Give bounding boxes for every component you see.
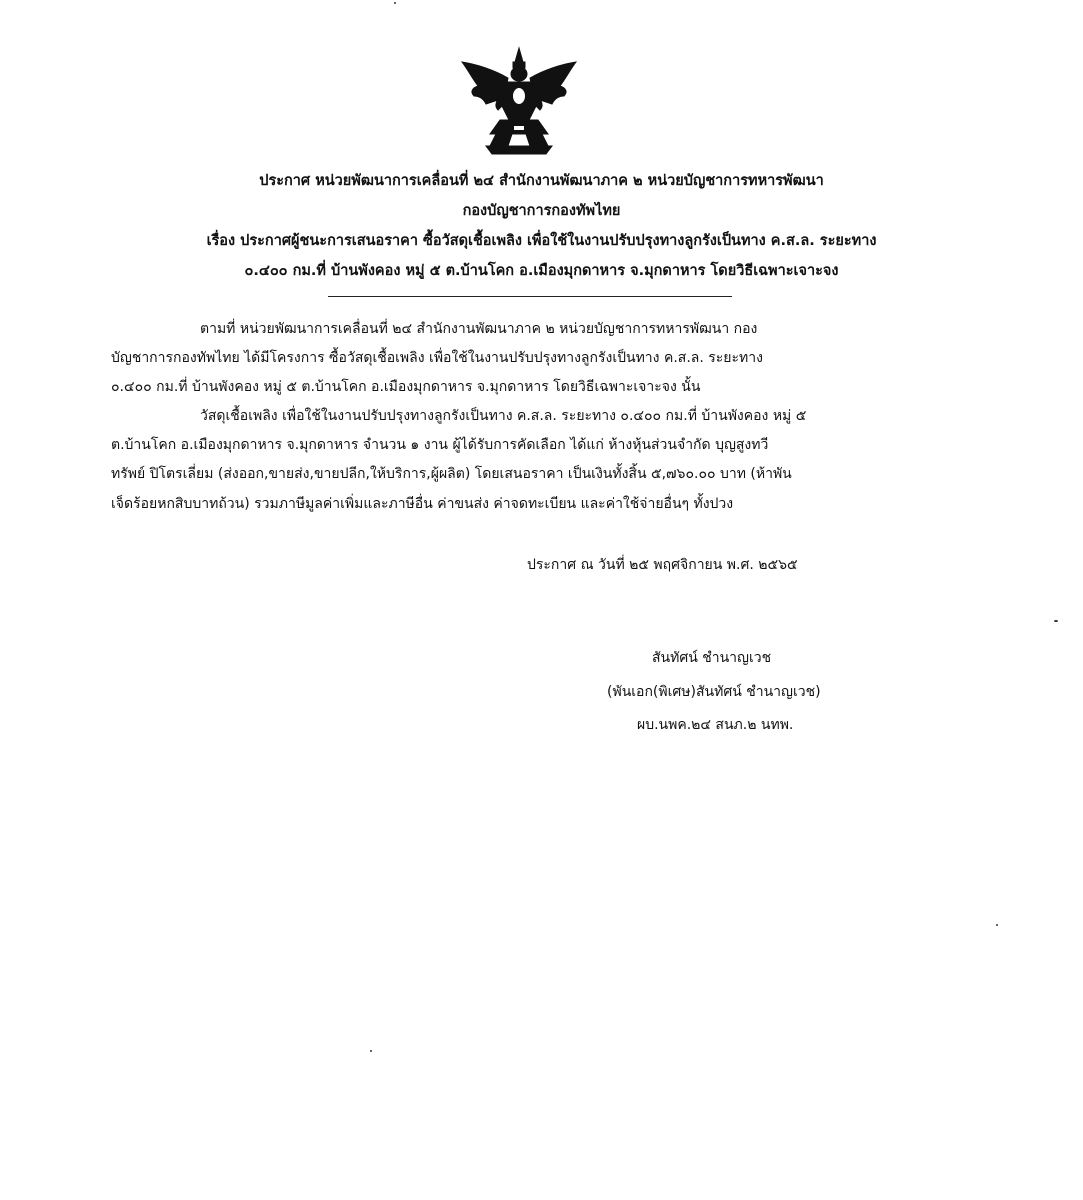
header-line-4: ๐.๔๐๐ กม.ที่ บ้านพังคอง หมู่ ๕ ต.บ้านโคก อ.เมืองมุกดาหาร จ.มุกดาหาร โดยวิธีเฉพาะเจาะจง bbox=[244, 263, 839, 279]
paragraph-2-line-4: เจ็ดร้อยหกสิบบาทถ้วน) รวมภาษีมูลค่าเพิ่มและภาษีอื่น ค่าขนส่ง ค่าจดทะเบียน และค่าใช้จ่ายอื่นๆ ทั้งปวง bbox=[111, 496, 734, 512]
paragraph-1-line-3: ๐.๔๐๐ กม.ที่ บ้านพังคอง หมู่ ๕ ต.บ้านโคก อ.เมืองมุกดาหาร จ.มุกดาหาร โดยวิธีเฉพาะเจาะจง นั้น bbox=[111, 379, 701, 395]
scan-speck bbox=[996, 924, 998, 926]
paragraph-1-line-1: ตามที่ หน่วยพัฒนาการเคลื่อนที่ ๒๔ สำนักงานพัฒนาภาค ๒ หน่วยบัญชาการทหารพัฒนา กอง bbox=[200, 321, 758, 337]
paragraph-2-line-2: ต.บ้านโคก อ.เมืองมุกดาหาร จ.มุกดาหาร จำนวน ๑ งาน ผู้ได้รับการคัดเลือก ได้แก่ ห้างหุ้นส่วนจำกัด บุญสูงทวี bbox=[111, 437, 769, 453]
header-line-3: เรื่อง ประกาศผู้ชนะการเสนอราคา ซื้อวัสดุเชื้อเพลิง เพื่อใช้ในงานปรับปรุงทางลูกรังเป็นทาง ค.ส.ล. ระยะทาง bbox=[206, 233, 877, 249]
scan-speck bbox=[370, 1050, 372, 1052]
header-line-2: กองบัญชาการกองทัพไทย bbox=[462, 203, 621, 219]
signature-name: สันทัศน์ ชำนาญเวช bbox=[652, 650, 772, 666]
signature-position: ผบ.นพค.๒๔ สนภ.๒ นทพ. bbox=[637, 717, 794, 733]
announcement-date: ประกาศ ณ วันที่ ๒๕ พฤศจิกายน พ.ศ. ๒๕๖๕ bbox=[527, 557, 798, 573]
header-divider bbox=[328, 296, 732, 297]
paragraph-2-line-1: วัสดุเชื้อเพลิง เพื่อใช้ในงานปรับปรุงทางลูกรังเป็นทาง ค.ส.ล. ระยะทาง ๐.๔๐๐ กม.ที่ บ้านพังคอง หมู่ ๕ bbox=[200, 408, 807, 424]
scan-speck bbox=[1054, 620, 1058, 622]
garuda-emblem-icon bbox=[456, 44, 582, 156]
paragraph-1-line-2: บัญชาการกองทัพไทย ได้มีโครงการ ซื้อวัสดุเชื้อเพลิง เพื่อใช้ในงานปรับปรุงทางลูกรังเป็นทาง ค.ส.ล. ระยะทาง bbox=[111, 350, 763, 366]
paragraph-2-line-3: ทรัพย์ ปิโตรเลี่ยม (ส่งออก,ขายส่ง,ขายปลีก,ให้บริการ,ผู้ผลิต) โดยเสนอราคา เป็นเงินทั้งสิ้น ๕,๗๖๐.๐๐ บาท (ห้าพัน bbox=[111, 466, 792, 482]
scan-speck bbox=[394, 2, 396, 4]
header-line-1: ประกาศ หน่วยพัฒนาการเคลื่อนที่ ๒๔ สำนักงานพัฒนาภาค ๒ หน่วยบัญชาการทหารพัฒนา bbox=[259, 173, 824, 189]
signature-full-name: (พันเอก(พิเศษ)สันทัศน์ ชำนาญเวช) bbox=[607, 684, 821, 700]
